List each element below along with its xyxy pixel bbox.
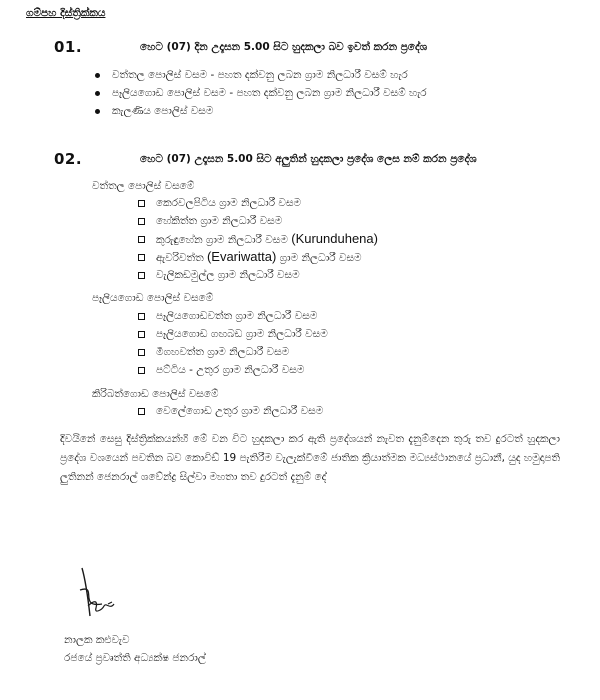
section-1-title: හෙට (07) දින උදෑසන 5.00 සිට හුදකලා බව ඉවත් කරන ප්‍රදේශ (140, 41, 428, 53)
bullet-icon (138, 272, 145, 279)
list-item: පට්ටිය - උතුර ග්‍රාම නිලධාරී වසම (136, 361, 328, 379)
list-item: වත්තල පොලිස් වසම - පහත දක්වනු ලබන ග්‍රාම නිලධාරී වසම් හැර (92, 66, 427, 84)
bullet-icon (138, 349, 145, 356)
section-1-list (92, 66, 427, 120)
bullet-icon (138, 236, 145, 243)
bullet-icon (138, 313, 145, 320)
bullet-icon (138, 254, 145, 261)
bullet-icon (95, 109, 100, 114)
signatory-name: නාලක කළුවැව (64, 634, 130, 646)
section-2-title: හෙට (07) උදෑසන 5.00 සිට අලුතින් හුදකලා ප්‍රදේශ ලෙස නම් කරන ප්‍රදේශ (140, 153, 477, 165)
peliyagoda-area-list (136, 307, 328, 379)
wattala-area-list (136, 194, 378, 284)
list-item: හේකිත්ත ග්‍රාම නිලධාරී වසම (136, 212, 378, 230)
closing-paragraph: දිවයිනේ සෙසු දිස්ත්‍රික්කයන්හි මේ වන විට හුදකලා කර ඇති ප්‍රදේශයන් නැවත දැනුම්දෙන තුරු තව දුරටත් හුදකලා ප්‍රදේශ වශයෙන් පවතින බව කොවිඩ් 19 පැතිරීම වැලැක්වීමේ ජාතික ක්‍රියාත්මක මධ්‍යස්ථානයේ ප්‍රධානී, යුද හමුදාපති ලුතිනන් ජෙනරාල් ශවේන්ද්‍ර සිල්වා මහතා තව දුරටත් දැනුම් දේ (60, 433, 560, 483)
bullet-icon (138, 367, 145, 374)
list-item: වැලිකඩමුල්ල ග්‍රාම නිලධාරී වසම (136, 266, 378, 284)
list-item: කැලණිය පොලිස් වසම (92, 102, 427, 120)
bullet-icon (138, 408, 145, 415)
bullet-icon (138, 200, 145, 207)
bullet-icon (138, 218, 145, 225)
list-item: වෙලේගොඩ උතුර ග්‍රාම නිලධාරී වසම (136, 402, 323, 420)
bullet-icon (95, 73, 100, 78)
list-item: කුරුඳුහේන ග්‍රාම නිලධාරී වසම (Kurunduhena) (136, 230, 378, 248)
signatory-title: රජයේ ප්‍රවෘත්ති අධ්‍යක්ෂ ජනරාල් (64, 652, 206, 664)
list-item: මීගහවත්ත ග්‍රාම නිලධාරී වසම (136, 343, 328, 361)
signature-image (68, 560, 158, 630)
section-2-number: 02. (54, 150, 83, 168)
police-station-kiribathgoda: කිරිබත්ගොඩ පොලිස් වසමේ (92, 388, 219, 400)
bullet-icon (95, 91, 100, 96)
district-heading: ගම්පහ දිස්ත්‍රික්කය (26, 7, 106, 19)
section-1-number: 01. (54, 38, 83, 56)
list-item: පෑලියගොඩවත්ත ග්‍රාම නිලධාරී වසම (136, 307, 328, 325)
police-station-wattala: වත්තල පොලිස් වසමේ (92, 180, 195, 192)
list-item: පෑලියගොඩ ගඟබඩ ග්‍රාම නිලධාරී වසම (136, 325, 328, 343)
kiribathgoda-area-list (136, 402, 323, 420)
bullet-icon (138, 331, 145, 338)
police-station-peliyagoda: පෑලියගොඩ පොලිස් වසමේ (92, 292, 214, 304)
list-item: පෑලියගොඩ පොලිස් වසම - පහත දක්වනු ලබන ග්‍රාම නිලධාරී වසම් හැර (92, 84, 427, 102)
list-item: ඇවරිවත්ත (Evariwatta) ග්‍රාම නිලධාරී වසම (136, 248, 378, 266)
list-item: කෙරවලපිටිය ග්‍රාම නිලධාරී වසම (136, 194, 378, 212)
